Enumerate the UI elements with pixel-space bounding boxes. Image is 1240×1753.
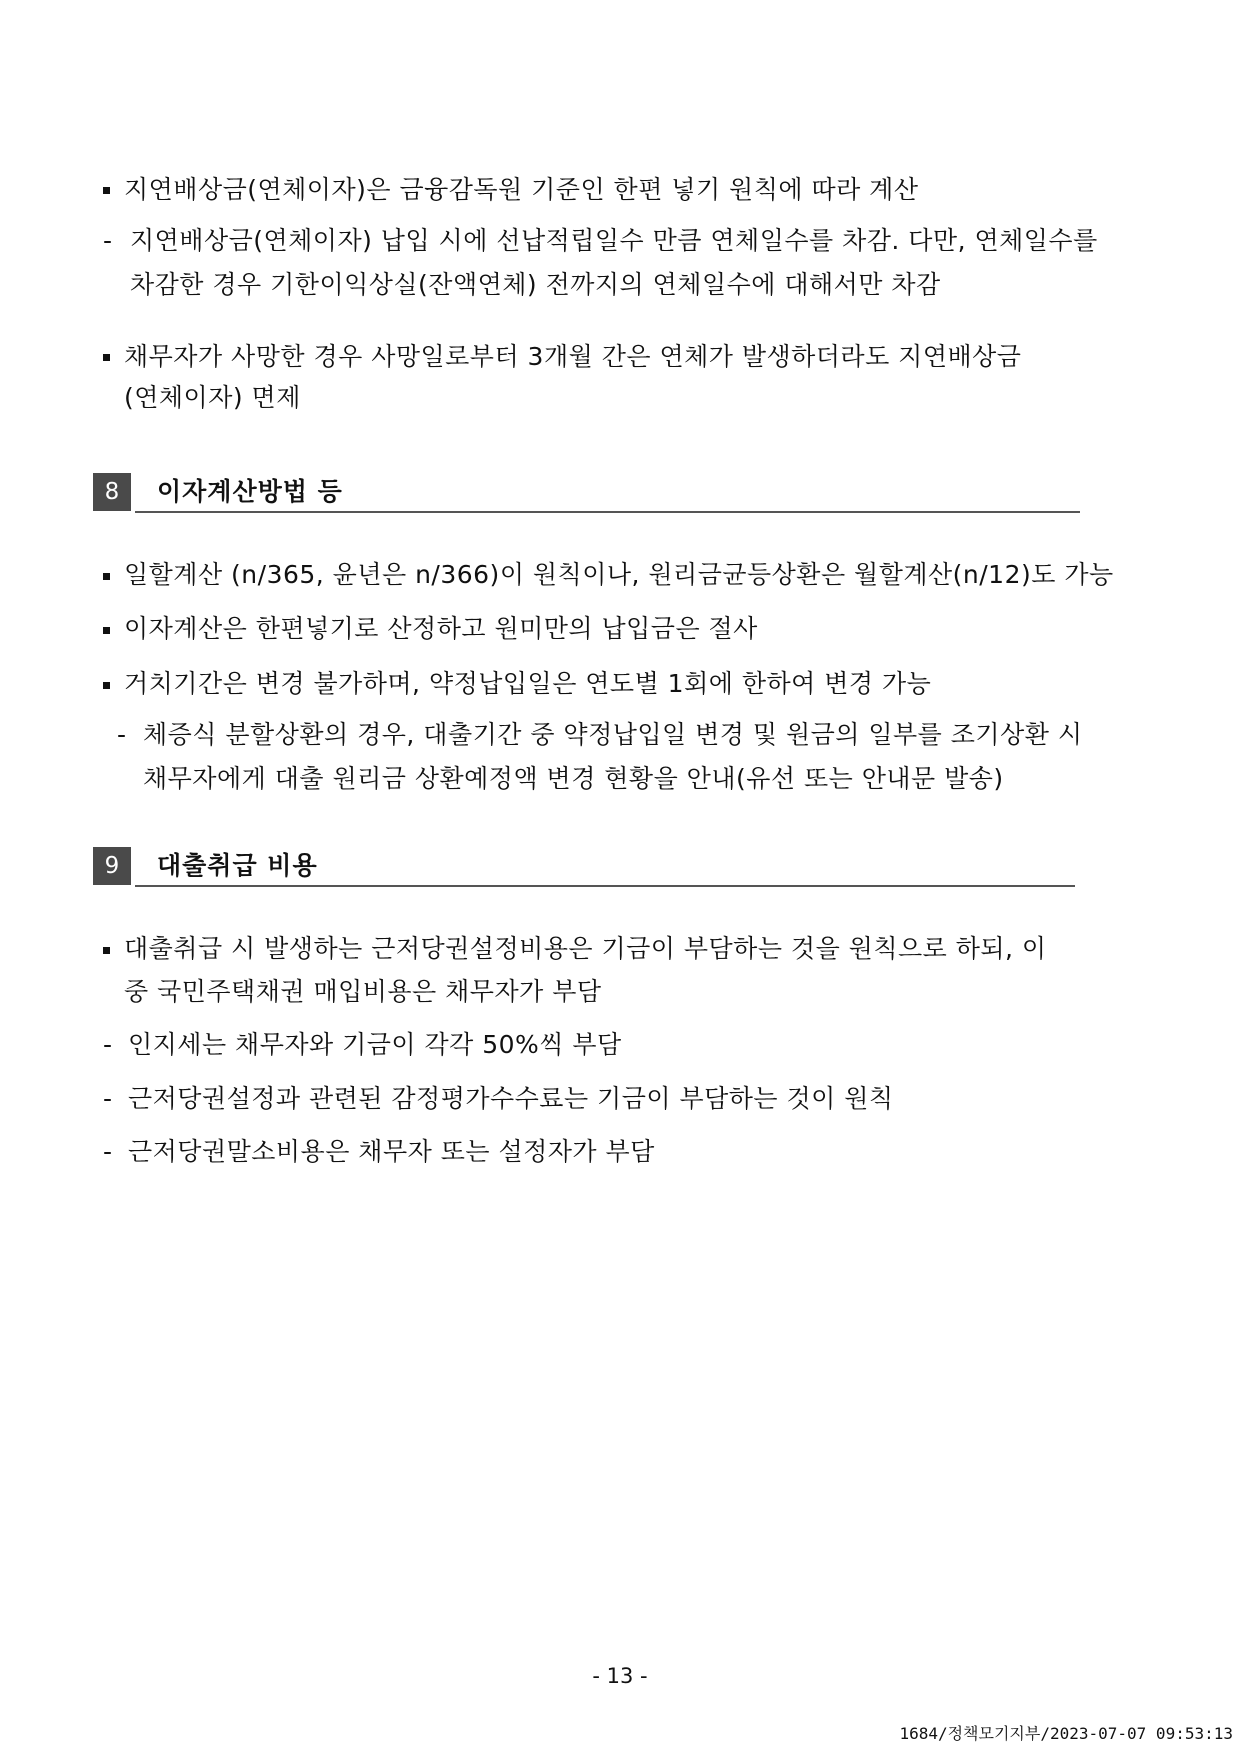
dash-marker: - bbox=[117, 720, 127, 749]
paragraph: 체증식 분할상환의 경우, 대출기간 중 약정납입일 변경 및 원금의 일부를 조기상환 시 bbox=[143, 720, 1083, 749]
paragraph: 지연배상금(연체이자)은 금융감독원 기준인 한편 넣기 원칙에 따라 계산 bbox=[124, 175, 919, 204]
paragraph-continuation: (연체이자) 면제 bbox=[124, 383, 301, 412]
section-number-badge: 9 bbox=[93, 847, 131, 885]
bullet-icon bbox=[103, 627, 110, 634]
paragraph: 근저당권말소비용은 채무자 또는 설정자가 부담 bbox=[128, 1137, 655, 1166]
paragraph: 채무자가 사망한 경우 사망일로부터 3개월 간은 연체가 발생하더라도 지연배상금 bbox=[124, 342, 1022, 371]
paragraph-continuation: 중 국민주택채권 매입비용은 채무자가 부담 bbox=[124, 977, 602, 1006]
dash-marker: - bbox=[103, 1084, 113, 1113]
page-number: - 13 - bbox=[592, 1664, 648, 1688]
paragraph: 이자계산은 한편넣기로 산정하고 원미만의 납입금은 절사 bbox=[124, 614, 758, 643]
print-stamp: 1684/정책모기지부/2023-07-07 09:53:13 bbox=[899, 1724, 1233, 1743]
section-rule bbox=[135, 511, 1080, 513]
paragraph: 거치기간은 변경 불가하며, 약정납입일은 연도별 1회에 한하여 변경 가능 bbox=[124, 669, 932, 698]
paragraph: 인지세는 채무자와 기금이 각각 50%씩 부담 bbox=[128, 1030, 622, 1059]
section-number-badge: 8 bbox=[93, 473, 131, 511]
section-title: 이자계산방법 등 bbox=[157, 477, 343, 506]
bullet-icon bbox=[103, 573, 110, 580]
dash-marker: - bbox=[103, 1137, 113, 1166]
dash-marker: - bbox=[103, 1030, 113, 1059]
section-rule bbox=[135, 885, 1075, 887]
section-title: 대출취급 비용 bbox=[157, 851, 318, 880]
paragraph-continuation: 차감한 경우 기한이익상실(잔액연체) 전까지의 연체일수에 대해서만 차감 bbox=[130, 270, 941, 299]
bullet-icon bbox=[103, 354, 110, 361]
bullet-icon bbox=[103, 682, 110, 689]
bullet-icon bbox=[103, 947, 110, 954]
paragraph: 근저당권설정과 관련된 감정평가수수료는 기금이 부담하는 것이 원칙 bbox=[128, 1084, 894, 1113]
bullet-icon bbox=[103, 187, 110, 194]
dash-marker: - bbox=[103, 226, 113, 255]
paragraph: 일할계산 (n/365, 윤년은 n/366)이 원칙이나, 원리금균등상환은 월할계산(n/12)도 가능 bbox=[124, 560, 1114, 589]
paragraph: 대출취급 시 발생하는 근저당권설정비용은 기금이 부담하는 것을 원칙으로 하되, 이 bbox=[124, 934, 1047, 963]
paragraph-continuation: 채무자에게 대출 원리금 상환예정액 변경 현황을 안내(유선 또는 안내문 발송) bbox=[143, 764, 1004, 793]
paragraph: 지연배상금(연체이자) 납입 시에 선납적립일수 만큼 연체일수를 차감. 다만, 연체일수를 bbox=[130, 226, 1098, 255]
